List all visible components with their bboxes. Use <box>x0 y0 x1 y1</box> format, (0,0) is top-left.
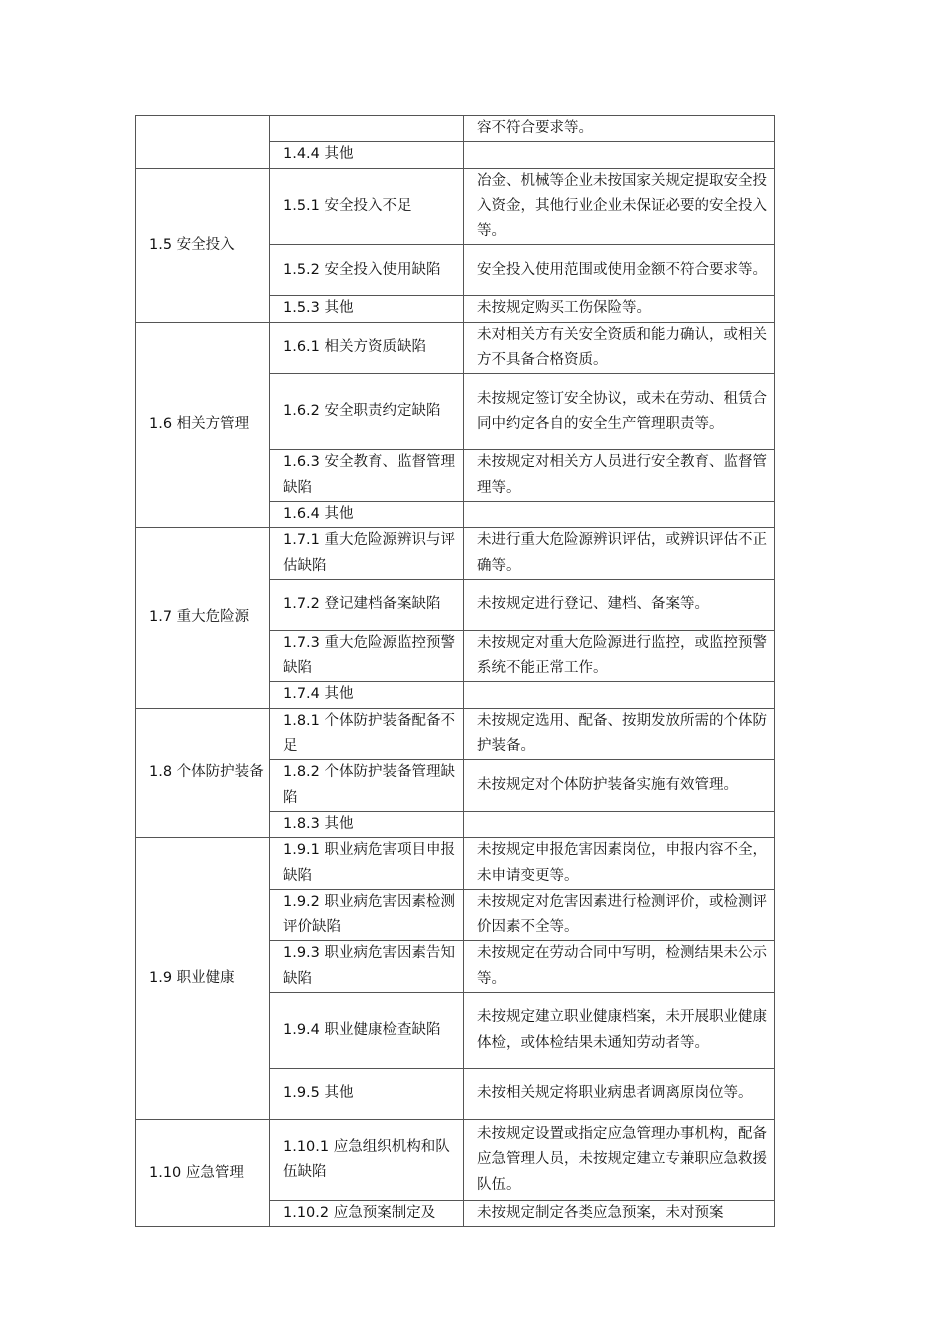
description-cell <box>464 528 775 580</box>
description-cell <box>464 708 775 760</box>
item-text: 1.6.1 相关方资质缺陷 <box>283 339 427 356</box>
description-cell <box>464 1201 775 1227</box>
category-cell <box>136 322 270 527</box>
table-row <box>136 168 775 245</box>
description-cell <box>464 579 775 630</box>
category-text: 1.5 安全投入 <box>149 236 235 253</box>
item-cell <box>270 116 464 142</box>
item-text: 1.8.1 个体防护装备配备不足 <box>283 712 456 755</box>
hazard-classification-table <box>135 115 775 1227</box>
table-row <box>136 1120 775 1201</box>
item-text: 1.5.2 安全投入使用缺陷 <box>283 261 441 278</box>
description-text: 未按规定申报危害因素岗位，申报内容不全，未申请变更等。 <box>477 842 767 884</box>
table-row <box>136 708 775 760</box>
description-cell <box>464 374 775 450</box>
item-cell <box>270 450 464 502</box>
category-text: 1.6 相关方管理 <box>149 416 250 433</box>
description-cell <box>464 941 775 993</box>
category-cell <box>136 838 270 1120</box>
item-text: 1.7.4 其他 <box>283 686 354 703</box>
description-text: 未按规定制定各类应急预案，未对预案 <box>477 1205 724 1222</box>
item-cell <box>270 296 464 322</box>
description-cell <box>464 245 775 296</box>
description-cell <box>464 1069 775 1120</box>
description-text: 未按规定签订安全协议，或未在劳动、租赁合同中约定各自的安全生产管理职责等。 <box>477 390 767 432</box>
item-cell <box>270 682 464 708</box>
description-cell <box>464 322 775 374</box>
item-cell <box>270 142 464 168</box>
item-cell <box>270 322 464 374</box>
description-text: 未对相关方有关安全资质和能力确认，或相关方不具备合格资质。 <box>477 326 767 369</box>
item-cell <box>270 245 464 296</box>
item-cell <box>270 838 464 890</box>
item-cell <box>270 941 464 993</box>
description-text: 未按规定进行登记、建档、备案等。 <box>477 596 709 613</box>
description-cell <box>464 116 775 142</box>
category-text: 1.8 个体防护装备 <box>149 764 264 781</box>
item-text: 1.9.5 其他 <box>283 1085 354 1102</box>
item-text: 1.10.1 应急组织机构和队伍缺陷 <box>283 1138 450 1181</box>
item-cell <box>270 528 464 580</box>
description-text: 安全投入使用范围或使用金额不符合要求等。 <box>477 261 767 278</box>
table-row <box>136 528 775 580</box>
category-cell <box>136 1120 270 1227</box>
description-cell <box>464 760 775 812</box>
item-cell <box>270 1120 464 1201</box>
item-text: 1.6.3 安全教育、监督管理缺陷 <box>283 454 456 496</box>
table-row <box>136 322 775 374</box>
item-text: 1.9.3 职业病危害因素告知缺陷 <box>283 945 456 987</box>
item-cell <box>270 579 464 630</box>
item-text: 1.7.3 重大危险源监控预警缺陷 <box>283 634 456 677</box>
item-text: 1.8.3 其他 <box>283 815 354 832</box>
item-text: 1.6.4 其他 <box>283 505 354 522</box>
item-cell <box>270 630 464 682</box>
item-text: 1.7.2 登记建档备案缺陷 <box>283 596 441 613</box>
description-cell <box>464 450 775 502</box>
description-text: 未按规定在劳动合同中写明，检测结果未公示等。 <box>477 945 767 987</box>
description-text: 未按规定对个体防护装备实施有效管理。 <box>477 776 738 793</box>
item-text: 1.8.2 个体防护装备管理缺陷 <box>283 764 456 806</box>
item-text: 1.4.4 其他 <box>283 146 354 163</box>
category-text: 1.9 职业健康 <box>149 969 235 986</box>
category-text: 1.7 重大危险源 <box>149 609 250 626</box>
item-text: 1.9.1 职业病危害项目申报缺陷 <box>283 842 456 884</box>
item-text: 1.9.4 职业健康检查缺陷 <box>283 1021 441 1038</box>
description-text: 冶金、机械等企业未按国家关规定提取安全投入资金，其他行业企业未保证必要的安全投入等。 <box>477 172 767 240</box>
table-row <box>136 838 775 890</box>
item-text: 1.9.2 职业病危害因素检测评价缺陷 <box>283 893 456 936</box>
description-cell <box>464 142 775 168</box>
item-cell <box>270 993 464 1069</box>
description-cell <box>464 993 775 1069</box>
item-text: 1.5.1 安全投入不足 <box>283 197 412 214</box>
description-text: 未按相关规定将职业病患者调离原岗位等。 <box>477 1085 753 1102</box>
description-cell <box>464 838 775 890</box>
item-text: 1.5.3 其他 <box>283 300 354 317</box>
item-cell <box>270 811 464 837</box>
description-text: 未按规定设置或指定应急管理办事机构，配备应急管理人员，未按规定建立专兼职应急救援队伍。 <box>477 1126 767 1193</box>
description-text: 容不符合要求等。 <box>477 120 593 136</box>
item-text: 1.6.2 安全职责约定缺陷 <box>283 403 441 420</box>
description-cell <box>464 889 775 941</box>
description-text: 未按规定对相关方人员进行安全教育、监督管理等。 <box>477 454 767 496</box>
category-cell <box>136 168 270 322</box>
description-cell <box>464 1120 775 1201</box>
category-cell <box>136 528 270 708</box>
item-cell <box>270 1201 464 1227</box>
item-cell <box>270 1069 464 1120</box>
description-text: 未按规定对重大危险源进行监控，或监控预警系统不能正常工作。 <box>477 634 767 677</box>
category-text: 1.10 应急管理 <box>149 1164 244 1181</box>
description-cell <box>464 682 775 708</box>
item-text: 1.10.2 应急预案制定及 <box>283 1205 436 1222</box>
item-cell <box>270 168 464 245</box>
description-cell <box>464 296 775 322</box>
description-cell <box>464 501 775 527</box>
description-text: 未按规定对危害因素进行检测评价，或检测评价因素不全等。 <box>477 893 767 936</box>
item-cell <box>270 708 464 760</box>
category-cell <box>136 708 270 837</box>
table-row <box>136 116 775 142</box>
item-cell <box>270 374 464 450</box>
description-text: 未按规定购买工伤保险等。 <box>477 300 651 317</box>
description-cell <box>464 630 775 682</box>
description-text: 未按规定选用、配备、按期发放所需的个体防护装备。 <box>477 712 767 755</box>
item-cell <box>270 501 464 527</box>
description-cell <box>464 168 775 245</box>
item-text: 1.7.1 重大危险源辨识与评估缺陷 <box>283 532 456 574</box>
description-text: 未进行重大危险源辨识评估，或辨识评估不正确等。 <box>477 532 767 574</box>
description-cell <box>464 811 775 837</box>
item-cell <box>270 889 464 941</box>
item-cell <box>270 760 464 812</box>
description-text: 未按规定建立职业健康档案，未开展职业健康体检，或体检结果未通知劳动者等。 <box>477 1009 767 1051</box>
category-cell <box>136 116 270 169</box>
